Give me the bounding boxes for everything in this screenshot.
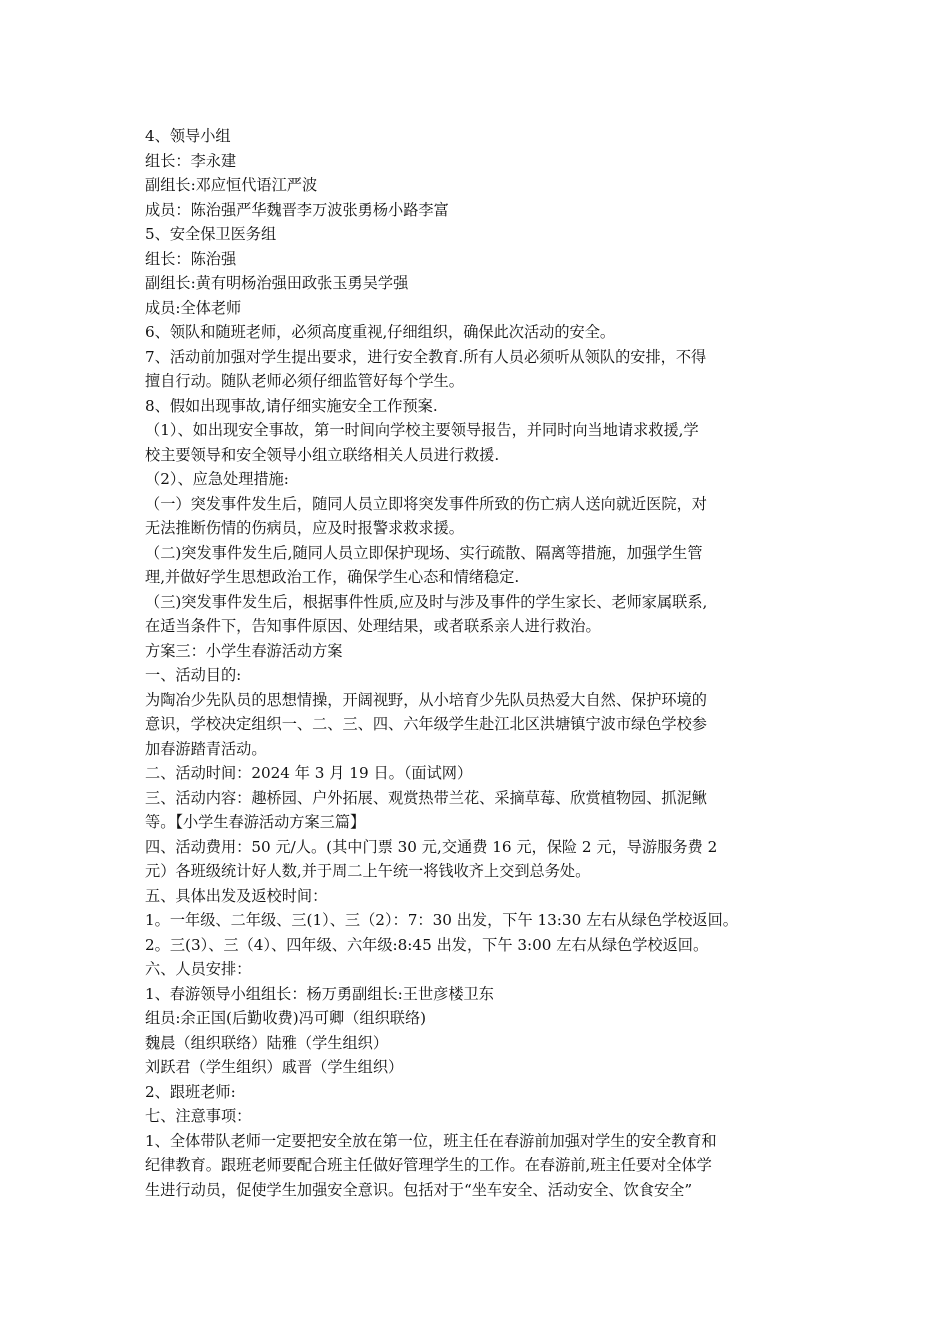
text-line: （2）、应急处理措施: [145, 470, 289, 488]
text-line: 2。三(3）、三（4）、四年级、六年级:8:45 出发，下午 3:00 左右从绿色学校返回。 [145, 935, 709, 954]
text-line: （一）突发事件发生后，随同人员立即将突发事件所致的伤亡病人送向就近医院，对 [145, 494, 707, 513]
text-line: 组长：陈治强 [145, 249, 237, 268]
text-line: 副组长:邓应恒代语江严波 [145, 176, 318, 194]
text-line: 六、人员安排： [145, 960, 252, 978]
text-line: 四、活动费用：50 元/人。(其中门票 30 元,交通费 16 元，保险 2 元，导游服务费 2 [145, 837, 718, 856]
text-line: 七、注意事项： [145, 1107, 252, 1125]
text-line: （三)突发事件发生后，根据事件性质,应及时与涉及事件的学生家长、老师家属联系, [145, 592, 708, 611]
text-line: 8、假如出现事故,请仔细实施安全工作预案. [145, 396, 438, 415]
text-line: 1、春游领导小组组长：杨万勇副组长:王世彦楼卫东 [145, 984, 494, 1003]
text-line: 成员：陈治强严华魏晋李万波张勇杨小路李富 [145, 200, 449, 219]
text-line: （二)突发事件发生后,随同人员立即保护现场、实行疏散、隔离等措施，加强学生管 [145, 543, 703, 562]
text-line: 无法推断伤情的伤病员，应及时报警求救求援。 [145, 519, 464, 537]
text-line: 1。一年级、二年级、三(1）、三（2）：7：30 出发，下午 13:30 左右从绿色学校返回。 [145, 911, 738, 929]
text-line: 4、领导小组 [145, 127, 231, 145]
text-line: 方案三：小学生春游活动方案 [145, 641, 343, 660]
text-line: 五、具体出发及返校时间： [145, 886, 328, 905]
text-line: 元）各班级统计好人数,并于周二上午统一将钱收齐上交到总务处。 [145, 862, 591, 880]
text-line: 组员:余正国(后勤收费)冯可卿（组织联络) [145, 1009, 427, 1027]
text-line: 为陶冶少先队员的思想情操，开阔视野，从小培育少先队员热爱大自然、保护环境的 [145, 690, 707, 709]
text-line: 5、安全保卫医务组 [145, 225, 277, 243]
text-line: 6、领队和随班老师，必须高度重视,仔细组织，确保此次活动的安全。 [145, 323, 616, 341]
text-line: 擅自行动。随队老师必须仔细监管好每个学生。 [145, 372, 464, 390]
text-line: 加春游踏青活动。 [145, 739, 267, 758]
text-line: 意识，学校决定组织一、二、三、四、六年级学生赴江北区洪塘镇宁波市绿色学校参 [145, 715, 707, 733]
text-line: 一、活动目的: [145, 666, 242, 684]
text-line: 等。【小学生春游活动方案三篇】 [145, 813, 366, 831]
text-line: 成员:全体老师 [145, 298, 242, 317]
text-line: （1）、如出现安全事故，第一时间向学校主要领导报告，并同时向当地请求救援,学 [145, 421, 699, 439]
text-line: 生进行动员，促使学生加强安全意识。包括对于“坐车安全、活动安全、饮食安全” [145, 1180, 693, 1199]
text-line: 二、活动时间：2024 年 3 月 19 日。（面试网） [145, 764, 473, 782]
text-line: 7、活动前加强对学生提出要求，进行安全教育.所有人员必须听从领队的安排，不得 [145, 347, 707, 366]
text-line: 刘跃君（学生组织）戚晋（学生组织） [145, 1058, 404, 1076]
text-line: 副组长:黄有明杨治强田政张玉勇吴学强 [145, 274, 409, 292]
text-line: 在适当条件下，告知事件原因、处理结果，或者联系亲人进行救治。 [145, 617, 601, 635]
text-line: 三、活动内容：趣桥园、户外拓展、观赏热带兰花、采摘草莓、欣赏植物园、抓泥鳅 [145, 788, 707, 807]
text-line: 2、跟班老师: [145, 1082, 236, 1101]
text-line: 魏晨（组织联络）陆雅（学生组织） [145, 1033, 388, 1052]
text-line: 1、全体带队老师一定要把安全放在第一位，班主任在春游前加强对学生的安全教育和 [145, 1131, 717, 1150]
text-line: 纪律教育。跟班老师要配合班主任做好管理学生的工作。在春游前,班主任要对全体学 [145, 1156, 712, 1174]
text-line: 组长：李永建 [145, 151, 237, 170]
document-page [145, 124, 825, 1202]
text-line: 理,并做好学生思想政治工作，确保学生心态和情绪稳定. [145, 568, 520, 586]
text-line: 校主要领导和安全领导小组立联络相关人员进行救援. [145, 445, 500, 464]
